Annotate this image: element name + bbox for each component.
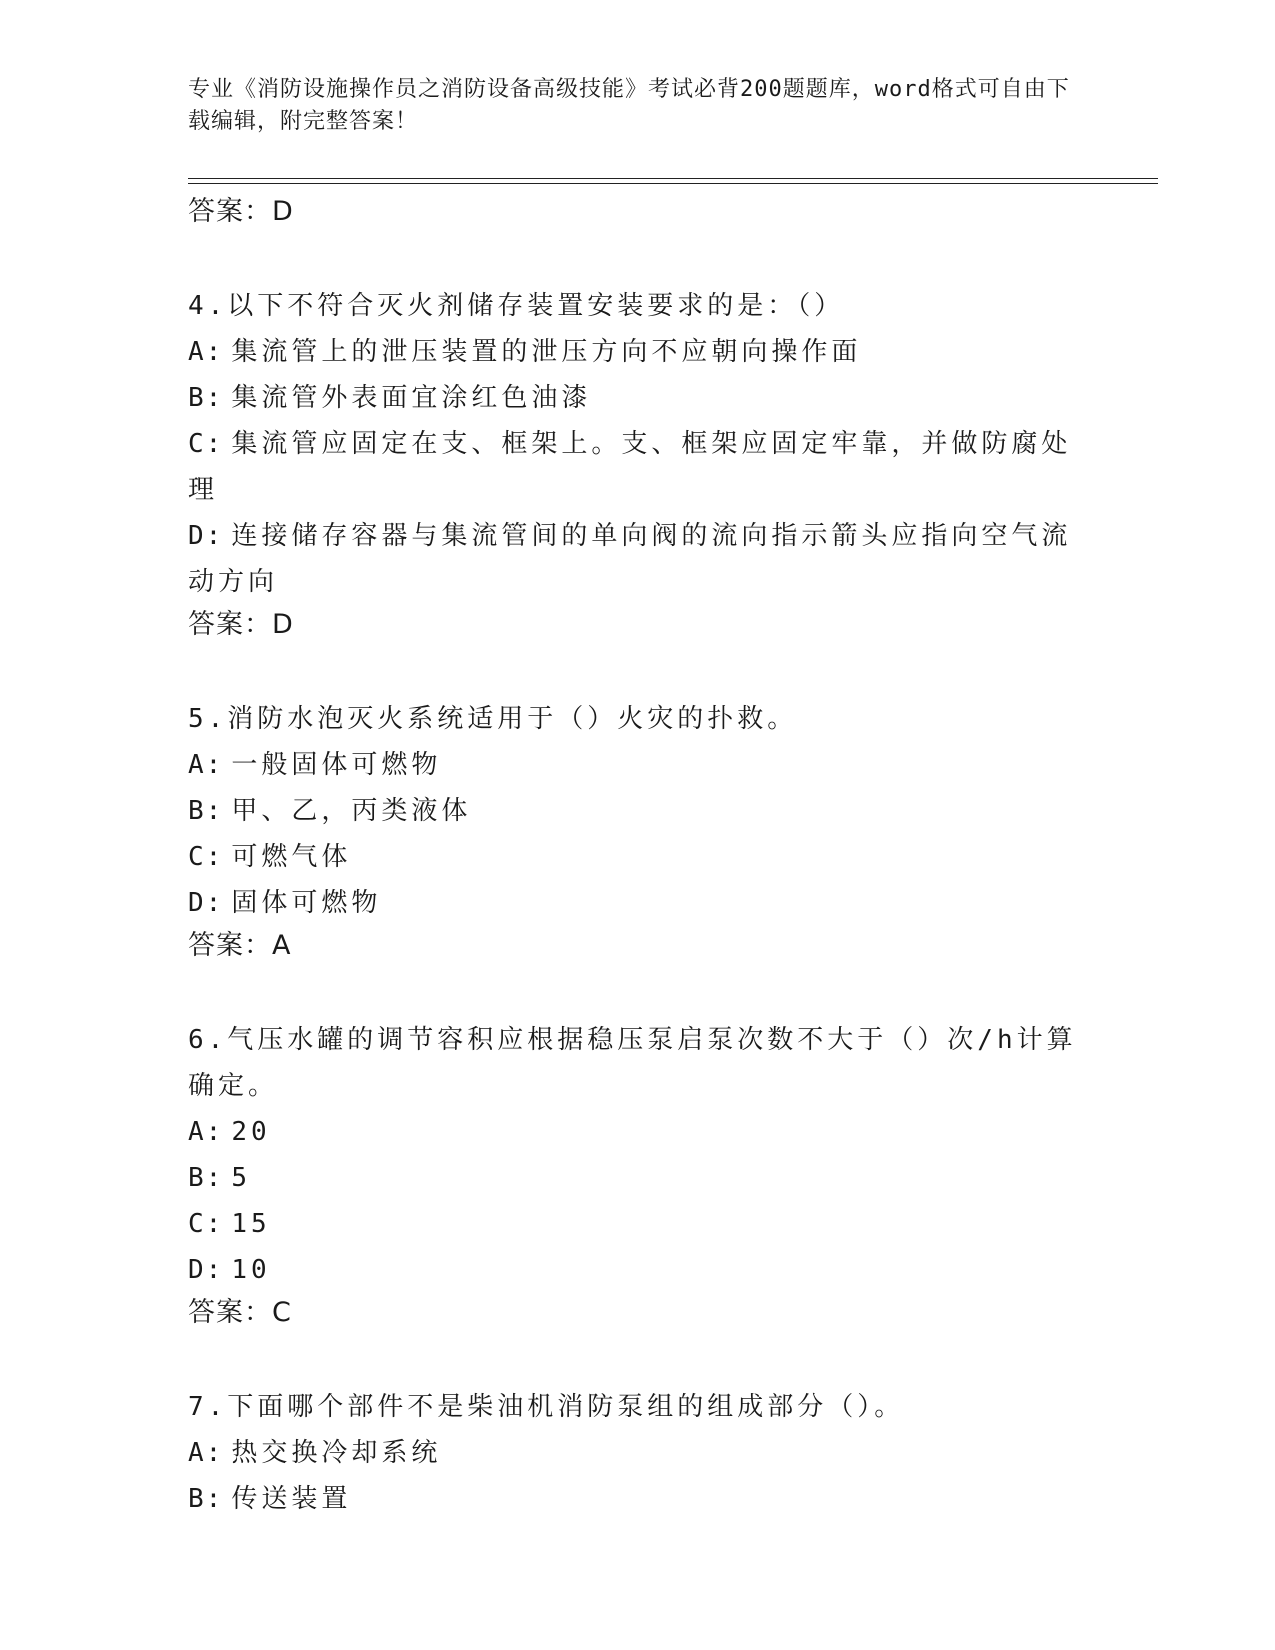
option-text: 可燃气体 (231, 842, 352, 872)
answer-value: C (272, 1297, 292, 1328)
question-text: 6.气压水罐的调节容积应根据稳压泵启泵次数不大于（）次/h计算确定。 (188, 1025, 1077, 1101)
option-letter: C: (188, 429, 224, 459)
option-letter: A: (188, 750, 224, 780)
option-text: 10 (231, 1255, 271, 1285)
option-a (188, 1430, 1088, 1476)
answer-value: A (272, 930, 292, 961)
option-b (188, 1155, 1088, 1201)
option-text: 固体可燃物 (231, 888, 382, 918)
option-letter: B: (188, 1163, 224, 1193)
option-text: 甲、乙，丙类液体 (231, 796, 472, 826)
option-letter: D: (188, 888, 224, 918)
option-text: 20 (231, 1117, 271, 1147)
question-6 (188, 1017, 1088, 1338)
option-letter: D: (188, 1255, 224, 1285)
option-text: 传送装置 (231, 1484, 352, 1514)
answer-label: 答案： (188, 609, 272, 640)
option-text: 一般固体可燃物 (231, 750, 442, 780)
option-letter: A: (188, 337, 224, 367)
option-c (188, 834, 1088, 880)
option-letter: A: (188, 1117, 224, 1147)
question-text: 4.以下不符合灭火剂储存装置安装要求的是：（） (188, 291, 845, 321)
option-c (188, 1201, 1088, 1247)
option-letter: D: (188, 521, 224, 551)
option-d (188, 880, 1088, 926)
option-a (188, 329, 1088, 375)
option-letter: B: (188, 796, 224, 826)
option-text: 热交换冷却系统 (231, 1438, 442, 1468)
option-c (188, 421, 1088, 513)
question-text: 7.下面哪个部件不是柴油机消防泵组的组成部分（）。 (188, 1392, 905, 1422)
option-letter: B: (188, 383, 224, 413)
header-divider (188, 178, 1158, 184)
answer-line (188, 1293, 1088, 1338)
answer-line (188, 926, 1088, 971)
answer-line (188, 192, 1088, 237)
question-5 (188, 696, 1088, 971)
answer-label: 答案： (188, 1297, 272, 1328)
question-list (188, 192, 1088, 1522)
option-letter: C: (188, 842, 224, 872)
option-text: 15 (231, 1209, 271, 1239)
option-text: 5 (231, 1163, 251, 1193)
option-b (188, 1476, 1088, 1522)
option-text: 集流管上的泄压装置的泄压方向不应朝向操作面 (231, 337, 862, 367)
answer-label: 答案： (188, 930, 272, 961)
option-text: 集流管应固定在支、框架上。支、框架应固定牢靠，并做防腐处理 (188, 429, 1072, 505)
answer-value: D (272, 196, 294, 227)
option-a (188, 1109, 1088, 1155)
option-letter: C: (188, 1209, 224, 1239)
question-4 (188, 283, 1088, 650)
question-text: 5.消防水泡灭火系统适用于（）火灾的扑救。 (188, 704, 798, 734)
option-b (188, 788, 1088, 834)
option-letter: B: (188, 1484, 224, 1514)
answer-line (188, 605, 1088, 650)
option-b (188, 375, 1088, 421)
question-7 (188, 1384, 1088, 1522)
answer-value: D (272, 609, 294, 640)
option-text: 集流管外表面宜涂红色油漆 (231, 383, 592, 413)
page-header: 专业《消防设施操作员之消防设备高级技能》考试必背200题题库，word格式可自由下载编辑，附完整答案！ (188, 77, 1070, 134)
option-text: 连接储存容器与集流管间的单向阀的流向指示箭头应指向空气流动方向 (188, 521, 1072, 597)
option-a (188, 742, 1088, 788)
answer-label: 答案： (188, 196, 272, 227)
option-d (188, 513, 1088, 605)
option-d (188, 1247, 1088, 1293)
option-letter: A: (188, 1438, 224, 1468)
